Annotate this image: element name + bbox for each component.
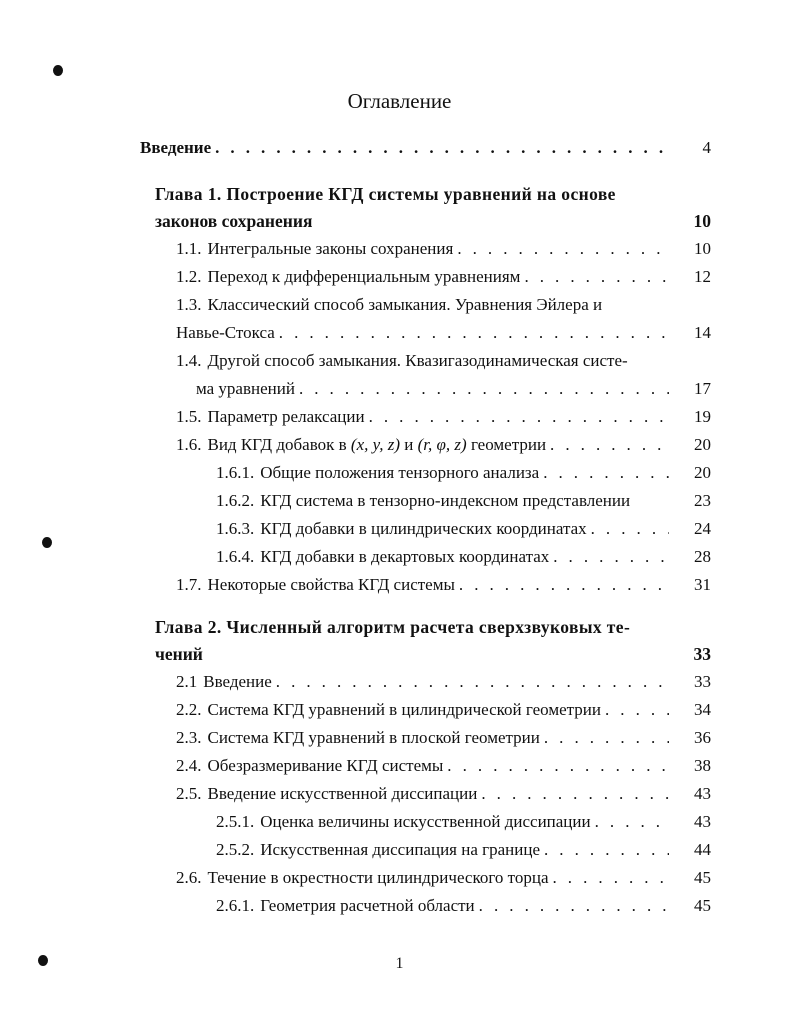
entry-page: 17 xyxy=(694,379,711,398)
toc-entry-2-6-1[interactable] xyxy=(216,894,711,918)
page-number: 1 xyxy=(395,955,404,972)
entry-page: 43 xyxy=(694,812,711,831)
toc-entry-2-1[interactable] xyxy=(176,670,711,694)
entry-label: Некоторые свойства КГД системы xyxy=(207,575,455,594)
entry-label: КГД система в тензорно-индексном представлении xyxy=(260,491,631,510)
entry-label: Геометрия расчетной области xyxy=(260,896,475,915)
entry-number: 1.5. xyxy=(176,407,202,426)
dot-leader xyxy=(299,377,669,401)
entry-page: 44 xyxy=(694,840,711,859)
entry-page: 33 xyxy=(694,672,711,691)
toc-entry-1-6-3[interactable] xyxy=(216,517,711,541)
dot-leader xyxy=(550,433,669,457)
scan-speck xyxy=(42,537,52,548)
entry-page: 12 xyxy=(694,267,711,286)
toc-entry-1-6-2[interactable] xyxy=(216,489,711,513)
entry-label: Система КГД уравнений в цилиндрической геометрии xyxy=(207,700,601,719)
entry-number: 1.7. xyxy=(176,575,202,594)
dot-leader xyxy=(481,782,669,806)
entry-label: ма уравнений xyxy=(196,379,295,398)
toc-entry-2-4[interactable] xyxy=(176,754,711,778)
entry-number: 1.1. xyxy=(176,239,202,258)
toc-entry-1-3-line2[interactable] xyxy=(176,321,711,345)
entry-label: Введение xyxy=(140,138,212,157)
dot-leader xyxy=(276,670,669,694)
dot-leader xyxy=(524,265,669,289)
chapter1-heading-line1[interactable]: Глава 1. Построение КГД системы уравнений на основе xyxy=(155,184,616,204)
toc-entry-1-6-4[interactable] xyxy=(216,545,711,569)
entry-label: Обезразмеривание КГД системы xyxy=(207,756,444,775)
toc-entry-1-3-line1[interactable] xyxy=(176,293,669,317)
dot-leader xyxy=(544,726,669,750)
entry-label: Параметр релаксации xyxy=(207,407,365,426)
entry-page: 36 xyxy=(694,728,711,747)
entry-number: 2.5.1. xyxy=(216,812,255,831)
entry-page: 45 xyxy=(694,896,711,915)
entry-label: КГД добавки в цилиндрических координатах xyxy=(260,519,587,538)
entry-label: Общие положения тензорного анализа xyxy=(260,463,540,482)
entry-label: Навье-Стокса xyxy=(176,323,275,342)
chapter-title: чений xyxy=(155,644,203,664)
scan-speck xyxy=(53,65,63,76)
entry-label: КГД добавки в декартовых координатах xyxy=(260,547,550,566)
entry-label: геометрии xyxy=(470,435,547,454)
entry-page: 34 xyxy=(694,700,711,719)
dot-leader xyxy=(553,866,670,890)
entry-label: Оценка величины искусственной диссипации xyxy=(260,812,591,831)
toc-entry-1-1[interactable] xyxy=(176,237,711,261)
entry-page: 24 xyxy=(694,519,711,538)
entry-label: Другой способ замыкания. Квазигазодинамическая систе- xyxy=(207,351,628,370)
dot-leader xyxy=(553,545,669,569)
entry-page: 10 xyxy=(694,239,711,258)
chapter-page: 33 xyxy=(693,644,711,664)
entry-label: Введение xyxy=(203,672,272,691)
dot-leader xyxy=(479,894,669,918)
chapter-title: законов сохранения xyxy=(155,211,313,231)
chapter2-heading-line2[interactable] xyxy=(155,641,711,667)
dot-leader xyxy=(595,810,669,834)
toc-entry-2-5-2[interactable] xyxy=(216,838,711,862)
toc-entry-1-6-1[interactable] xyxy=(216,461,711,485)
entry-number: 1.3. xyxy=(176,295,202,314)
toc-entry-2-5[interactable] xyxy=(176,782,711,806)
entry-number: 2.1 xyxy=(176,672,198,691)
entry-number: 1.6.4. xyxy=(216,547,255,566)
coordinate-tuple: (r, φ, z) xyxy=(417,435,467,454)
entry-number: 2.4. xyxy=(176,756,202,775)
dot-leader xyxy=(369,405,669,429)
entry-number: 2.5.2. xyxy=(216,840,255,859)
entry-number: 1.6.2. xyxy=(216,491,255,510)
entry-label: Введение искусственной диссипации xyxy=(207,784,478,803)
dot-leader xyxy=(543,461,669,485)
chapter-page: 10 xyxy=(693,211,711,231)
toc-entry-1-4-line1[interactable] xyxy=(176,349,628,373)
entry-label: Интегральные законы сохранения xyxy=(207,239,454,258)
entry-number: 2.2. xyxy=(176,700,202,719)
entry-number: 2.5. xyxy=(176,784,202,803)
toc-entry-intro[interactable] xyxy=(140,136,711,160)
chapter1-heading-line2[interactable] xyxy=(155,208,711,234)
entry-number: 2.6.1. xyxy=(216,896,255,915)
coordinate-tuple: (x, y, z) xyxy=(350,435,400,454)
entry-page: 38 xyxy=(694,756,711,775)
entry-page: 43 xyxy=(694,784,711,803)
toc-entry-1-5[interactable] xyxy=(176,405,711,429)
entry-number: 2.3. xyxy=(176,728,202,747)
entry-page: 19 xyxy=(694,407,711,426)
dot-leader xyxy=(591,517,669,541)
toc-entry-2-5-1[interactable] xyxy=(216,810,711,834)
entry-number: 1.6.1. xyxy=(216,463,255,482)
entry-page: 45 xyxy=(694,868,711,887)
entry-page: 31 xyxy=(694,575,711,594)
entry-label: Течение в окрестности цилиндрического торца xyxy=(207,868,549,887)
entry-label: Вид КГД добавок в xyxy=(207,435,347,454)
entry-label-connector: и xyxy=(404,435,414,454)
entry-page: 20 xyxy=(694,463,711,482)
toc-entry-1-6[interactable] xyxy=(176,433,711,457)
entry-number: 1.6.3. xyxy=(216,519,255,538)
entry-label: Система КГД уравнений в плоской геометрии xyxy=(207,728,540,747)
toc-entry-2-6[interactable] xyxy=(176,866,711,890)
dot-leader xyxy=(447,754,669,778)
entry-page: 20 xyxy=(694,435,711,454)
toc-entry-1-4-line2[interactable] xyxy=(196,377,711,401)
toc-entry-1-7[interactable] xyxy=(176,573,711,597)
dot-leader xyxy=(457,237,669,261)
entry-page: 14 xyxy=(694,323,711,342)
entry-label: Классический способ замыкания. Уравнения Эйлера и xyxy=(207,295,603,314)
entry-number: 2.6. xyxy=(176,868,202,887)
toc-entry-2-2[interactable] xyxy=(176,698,711,722)
entry-label: Переход к дифференциальным уравнениям xyxy=(207,267,521,286)
dot-leader xyxy=(215,136,669,160)
entry-number: 1.6. xyxy=(176,435,202,454)
entry-page: 28 xyxy=(694,547,711,566)
toc-entry-2-3[interactable] xyxy=(176,726,711,750)
dot-leader xyxy=(605,698,669,722)
chapter2-heading-line1[interactable]: Глава 2. Численный алгоритм расчета сверхзвуковых те- xyxy=(155,617,631,637)
dot-leader xyxy=(459,573,669,597)
dot-leader xyxy=(279,321,669,345)
entry-number: 1.4. xyxy=(176,351,202,370)
dot-leader xyxy=(544,838,669,862)
entry-page: 4 xyxy=(702,138,711,157)
toc-entry-1-2[interactable] xyxy=(176,265,711,289)
entry-label: Искусственная диссипация на границе xyxy=(260,840,540,859)
entry-number: 1.2. xyxy=(176,267,202,286)
toc-title: Оглавление xyxy=(347,89,452,113)
entry-page: 23 xyxy=(694,491,711,510)
